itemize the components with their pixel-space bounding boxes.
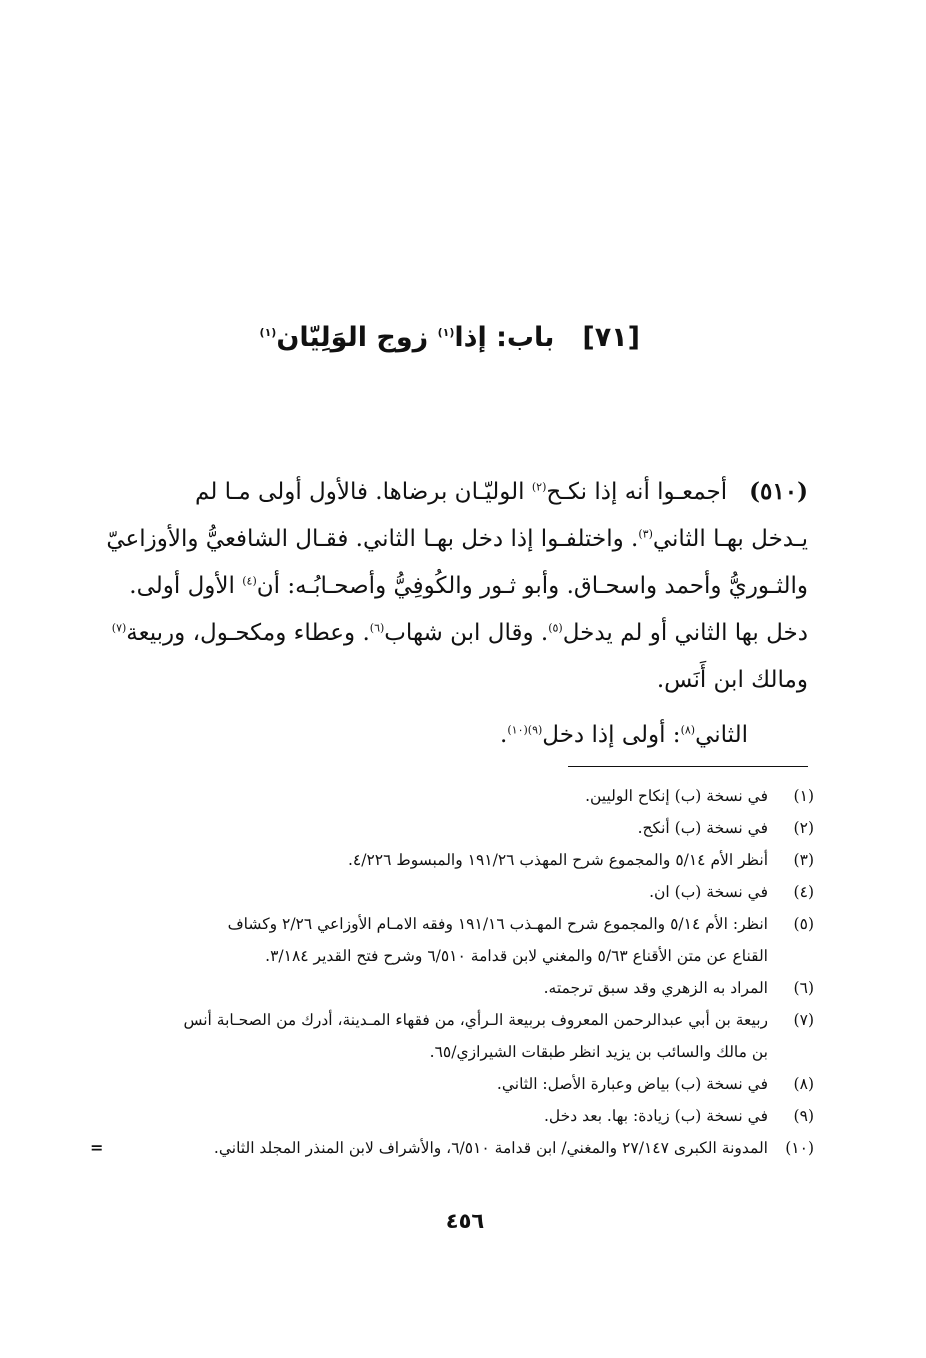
- chapter-title-part-1: باب: إذا: [454, 322, 555, 353]
- footnote-ref: (٢): [531, 480, 547, 494]
- footnote-line: بن مالك والسائب بن يزيد انظر طبقات الشيرازي/٦٥.: [429, 1043, 768, 1061]
- text-segment: والثـوريُّ وأحمد واسحـاق. وأبو ثـور والكُوفِيُّ وأصحـابُـه: أن: [256, 573, 808, 599]
- conclusion-line: [240, 712, 748, 758]
- text-segment: ومالك ابن أَنَس.: [656, 667, 808, 693]
- footnote-number: (٣): [793, 851, 814, 869]
- footnote-number: (١): [793, 787, 814, 805]
- footnote-text: [108, 1004, 768, 1068]
- footnote-text: [108, 780, 768, 812]
- text-line: [108, 657, 808, 704]
- footnote-line: في نسخة (ب) ان.: [649, 883, 768, 901]
- page-number: ٤٥٦: [445, 1209, 485, 1233]
- text-segment: . واختلفـوا إذا دخل بهـا الثاني. فقـال الشافعيُّ والأوزاعيّ: [106, 526, 639, 552]
- footnote-number: (٦): [793, 979, 814, 997]
- footnote-number: (٥): [793, 915, 814, 933]
- text-segment: . وعطاء ومكحـول، وربيعة: [126, 620, 370, 646]
- continuation-mark: =: [90, 1138, 104, 1157]
- text-line: [108, 468, 808, 516]
- chapter-title: [180, 318, 640, 358]
- footnotes: [90, 780, 814, 1164]
- footnote-text: [108, 908, 768, 972]
- footnote-text: [108, 812, 768, 844]
- text-segment: الأول أولى.: [129, 573, 235, 599]
- footnote-ref: (٤): [242, 574, 257, 588]
- text-line: [108, 563, 808, 610]
- text-segment: الوليّـان برضاها. فالأول أولى مـا لم: [195, 479, 525, 505]
- footnote-line: في نسخة (ب) أنكح.: [637, 819, 768, 837]
- footnote-number: (١٠): [785, 1139, 814, 1157]
- footnote-ref: (٣): [638, 527, 653, 541]
- text-segment: الثاني: [695, 722, 748, 748]
- footnote-item: [108, 844, 814, 876]
- footnote-line: ربيعة بن أبي عبدالرحمن المعروف بربيعة الـرأي، من فقهاء المـدينة، أدرك من الصحـابة أنس: [183, 1011, 768, 1029]
- chapter-number: [٧١]: [582, 322, 640, 353]
- footnote-item: [108, 780, 814, 812]
- footnote-item: [90, 1132, 814, 1164]
- footnote-number: (٢): [793, 819, 814, 837]
- issue-paragraph: [108, 468, 808, 704]
- issue-number: (٥١٠): [749, 478, 808, 505]
- footnote-text: [108, 1068, 768, 1100]
- footnote-ref: (٥): [548, 621, 563, 635]
- footnote-ref: (٦): [369, 621, 385, 635]
- footnote-text: [108, 844, 768, 876]
- footnote-line: المراد به الزهري وقد سبق ترجمته.: [543, 979, 768, 997]
- footnote-ref: (٧): [111, 621, 127, 635]
- footnote-number: (٩): [793, 1107, 814, 1125]
- footnote-item: [108, 1068, 814, 1100]
- text-segment: دخل بها الثاني أو لم يدخل: [562, 620, 808, 646]
- footnote-item: [108, 908, 814, 972]
- chapter-title-part-2: زوج الوَلِيّان: [276, 322, 429, 353]
- footnote-ref: (٨): [680, 723, 696, 737]
- footnote-number: (٨): [793, 1075, 814, 1093]
- footnote-ref: (١): [259, 326, 277, 339]
- footnote-item: [108, 812, 814, 844]
- footnote-line: في نسخة (ب) زيادة: بها. بعد دخل.: [544, 1107, 768, 1125]
- footnote-text: [108, 876, 768, 908]
- footnote-item: [108, 1004, 814, 1068]
- footnote-number: (٧): [793, 1011, 814, 1029]
- footnote-divider: [568, 766, 808, 767]
- footnote-ref: (٩)(١٠): [507, 723, 543, 737]
- footnote-ref: (١): [437, 326, 455, 339]
- text-segment: . وقال ابن شهاب: [384, 620, 549, 646]
- text-segment: .: [500, 722, 508, 748]
- text-segment: : أولى إذا دخل: [542, 722, 681, 748]
- text-line: [108, 610, 808, 657]
- footnote-text: [108, 1132, 768, 1164]
- footnote-line: انظر: الأم ٥/١٤ والمجموع شرح المهـذب ١٩١/١٦ وفقه الامـام الأوزاعي ٢/٢٦ وكشاف: [227, 915, 768, 933]
- footnote-line: أنظر الأم ٥/١٤ والمجموع شرح المهذب ١٩١/٢٦ والمبسوط ٤/٢٢٦.: [347, 851, 768, 869]
- footnote-item: [108, 972, 814, 1004]
- text-segment: يـدخل بهـا الثاني: [652, 526, 808, 552]
- footnote-text: [108, 972, 768, 1004]
- footnote-text: [108, 1100, 768, 1132]
- footnote-line: القناع عن متن الأقناع ٥/٦٣ والمغني لابن قدامة ٦/٥١٠ وشرح فتح القدير ٣/١٨٤.: [265, 947, 768, 965]
- footnote-item: [108, 876, 814, 908]
- footnote-line: المدونة الكبرى ٢٧/١٤٧ والمغني/ ابن قدامة ٦/٥١٠، والأشراف لابن المنذر المجلد الثاني.: [213, 1139, 768, 1157]
- footnote-item: [108, 1100, 814, 1132]
- text-segment: أجمعـوا أنه إذا نكـح: [546, 479, 728, 505]
- footnote-line: في نسخة (ب) بياض وعبارة الأصل: الثاني.: [496, 1075, 768, 1093]
- text-line: [108, 516, 808, 563]
- footnote-line: في نسخة (ب) إنكاح الوليين.: [585, 787, 768, 805]
- footnote-number: (٤): [793, 883, 814, 901]
